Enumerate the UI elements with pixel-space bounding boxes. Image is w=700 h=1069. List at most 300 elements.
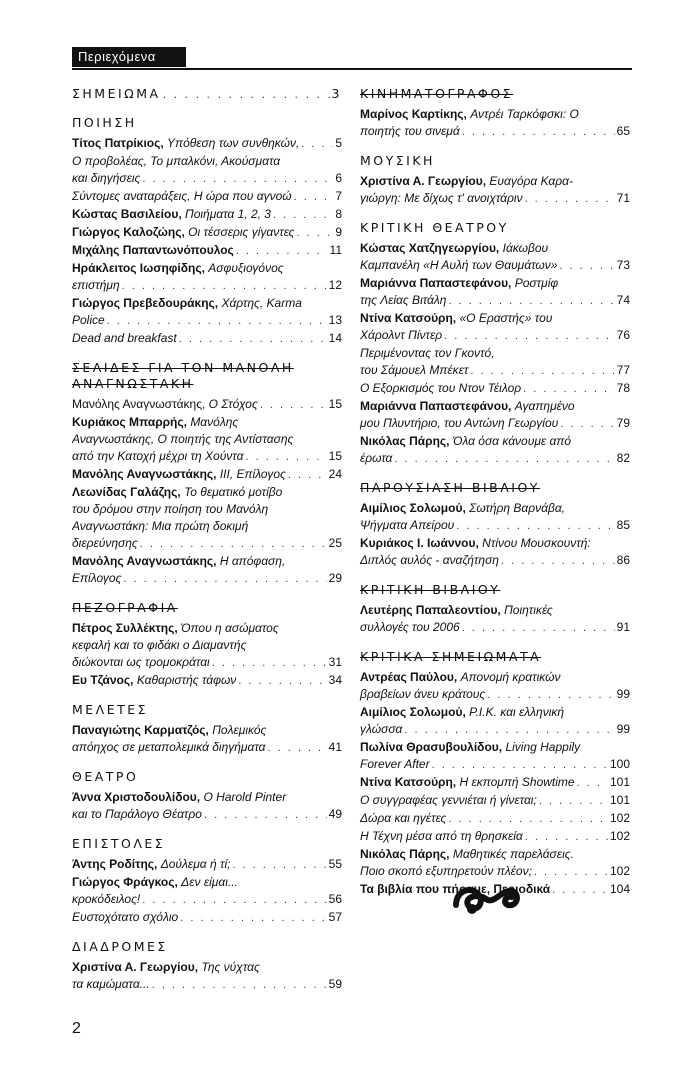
dot-leader [273, 207, 333, 224]
work-title: τα καμώματα... [72, 977, 150, 991]
author-name: Κώστας Βασιλείου, [72, 207, 182, 221]
dot-leader [163, 87, 330, 103]
work-title: Οι τέσσερις γίγαντες [188, 225, 295, 239]
work-title: Αναγνωστάκης, Ο ποιητής της Αντίστασης [72, 432, 294, 446]
dot-leader [559, 258, 614, 275]
toc-entry-text [360, 847, 574, 861]
toc-entry-text [72, 856, 230, 873]
page-number: 2 [72, 1020, 81, 1037]
toc-entry-text [360, 450, 392, 467]
author-name: Μανόλης Αναγνωστάκης, [72, 397, 206, 411]
toc-entry [72, 170, 342, 188]
page-ref: 5 [335, 136, 342, 150]
dot-leader [404, 722, 614, 739]
work-title: Η απόφαση, [219, 554, 286, 568]
toc-entry-text [360, 327, 442, 344]
work-title: βραβείων άνευ κράτους [360, 687, 486, 701]
contents-column-left [72, 86, 342, 994]
toc-entry-text [360, 346, 495, 360]
toc-entry [72, 722, 342, 739]
toc-entry-text [72, 909, 178, 926]
dot-leader [142, 892, 326, 909]
work-title: Χάρτης, Karma [221, 296, 302, 310]
toc-entry-text [72, 672, 236, 689]
work-title: Αναγνωστάκη: Μια πρώτη δοκιμή [72, 519, 249, 533]
author-name: Χριστίνα Α. Γεωργίου, [72, 960, 199, 974]
section-heading-text: ΣΗΜΕΙΩΜΑ [72, 86, 161, 101]
toc-entry [360, 106, 630, 123]
work-title: Ασφυξιογόνος [208, 261, 284, 275]
toc-entry-text [72, 535, 138, 552]
toc-entry [360, 792, 630, 810]
toc-entry-text [72, 875, 238, 889]
toc-entry-text [360, 380, 521, 397]
work-title: Ντίνου Μουσκουντή: [482, 536, 591, 550]
page-ref: 85 [616, 518, 630, 532]
toc-entry [360, 380, 630, 398]
toc-entry-text [72, 188, 292, 205]
toc-entry-text [72, 638, 246, 652]
toc-entry [360, 310, 630, 327]
page-ref: 13 [328, 313, 342, 327]
work-title: III, Επίλογος [219, 467, 286, 481]
toc-entry-text [360, 174, 573, 188]
author-name: Πέτρος Συλλέκτης, [72, 621, 178, 635]
work-title: του Σάμουελ Μπέκετ [360, 363, 469, 377]
toc-entry-text [360, 619, 460, 636]
section-heading: ΣΕΛΙΔΕΣ ΓΙΑ ΤΟΝ ΜΑΝΟΛΗ ΑΝΑΓΝΩΣΤΑΚΗ [72, 360, 294, 391]
toc-entry-text [360, 257, 557, 274]
toc-entry-text [360, 705, 564, 719]
dot-leader [456, 518, 614, 535]
toc-entry-text [72, 224, 295, 241]
work-title: Police [72, 313, 105, 327]
toc-entry [360, 327, 630, 345]
page-ref: 7 [335, 189, 342, 203]
dot-leader [107, 313, 327, 330]
work-title: διώκονται ως τρομοκράται [72, 655, 210, 669]
page-ref: 91 [616, 620, 630, 634]
toc-entry-text [360, 276, 558, 290]
toc-entry-text [360, 123, 460, 140]
toc-entry [72, 188, 342, 206]
toc-entry [360, 450, 630, 468]
page-ref: 73 [616, 258, 630, 272]
toc-entry [72, 806, 342, 824]
dot-leader [297, 225, 334, 242]
dot-leader [462, 124, 615, 141]
page-ref: 15 [328, 397, 342, 411]
contents-column-right [360, 86, 630, 899]
toc-entry [72, 260, 342, 277]
page-ref: 99 [616, 722, 630, 736]
work-title: Πολεμικός [212, 723, 267, 737]
page-ref: 71 [616, 191, 630, 205]
section-heading: ΔΙΑΔΡΟΜΕΣ [72, 939, 168, 954]
toc-entry [360, 415, 630, 433]
toc-entry [360, 345, 630, 362]
dot-leader [448, 293, 614, 310]
toc-entry-text [360, 362, 468, 379]
toc-entry-text [72, 415, 238, 429]
toc-entry [360, 810, 630, 828]
dot-leader [122, 278, 327, 295]
page-ref: 104 [609, 882, 630, 896]
author-name: Παναγιώτης Καρματζός, [72, 723, 209, 737]
section-heading: ΜΟΥΣΙΚΗ [360, 153, 435, 168]
page-ref: 49 [328, 807, 342, 821]
page-ref: 100 [609, 757, 630, 771]
page-ref: 101 [609, 775, 630, 789]
work-title: της Λείας Βιτάλη [360, 293, 447, 307]
page-ref: 102 [609, 829, 630, 843]
toc-entry [360, 721, 630, 739]
author-name: Ηράκλειτος Ιωσηφίδης, [72, 261, 205, 275]
toc-entry [72, 654, 342, 672]
section-heading [72, 86, 342, 103]
page-ref: 24 [328, 467, 342, 481]
page-ref: 3 [331, 86, 342, 101]
dot-leader [294, 189, 334, 206]
toc-entry [72, 330, 342, 348]
toc-entry [360, 398, 630, 415]
dot-leader [268, 740, 327, 757]
toc-entry [72, 535, 342, 553]
toc-entry [360, 433, 630, 450]
toc-entry-text [72, 621, 279, 635]
work-title: απόηχος σε μεταπολεμικά διηγήματα [72, 740, 266, 754]
author-name: Ευ Τζάνος, [72, 673, 134, 687]
toc-entry-text [360, 399, 575, 413]
work-title: Περιμένοντας τον Γκοντό, [360, 346, 495, 360]
page-ref: 102 [609, 811, 630, 825]
work-title: διερεύνησης [72, 536, 138, 550]
author-name: Νικόλας Πάρης, [360, 847, 450, 861]
toc-entry-text [72, 277, 120, 294]
toc-entry-text [360, 603, 553, 617]
work-title: Όπου η ασώματος [181, 621, 279, 635]
toc-entry-text [72, 330, 177, 347]
toc-entry [72, 295, 342, 312]
toc-entry [360, 669, 630, 686]
toc-entry [72, 672, 342, 690]
dot-leader [501, 553, 615, 570]
toc-entry-text [72, 960, 260, 974]
work-title: Ιάκωβου [502, 241, 549, 255]
toc-entry [72, 789, 342, 806]
toc-entry-text [72, 466, 286, 483]
toc-entry-text [360, 792, 537, 809]
author-name: Νικόλας Πάρης, [360, 434, 450, 448]
dot-leader [444, 328, 615, 345]
toc-entry [72, 153, 342, 170]
page-ref: 101 [609, 793, 630, 807]
toc-entry-text [72, 485, 282, 499]
work-title: Της νύχτας [201, 960, 260, 974]
work-title: Ψήγματα Απείρου [360, 518, 455, 532]
dot-leader [448, 811, 608, 828]
page-ref: 31 [328, 655, 342, 669]
page-ref: 55 [328, 857, 342, 871]
work-title: Ευαγόρα Καρα- [489, 174, 573, 188]
author-name: Γιώργος Φράγκος, [72, 875, 178, 889]
toc-entry [72, 518, 342, 535]
page-ref: 86 [616, 553, 630, 567]
dot-leader [288, 467, 327, 484]
work-title: Δώρα και ηγέτες [360, 811, 447, 825]
toc-entry-text [360, 415, 558, 432]
page-ref: 57 [328, 910, 342, 924]
toc-entry [360, 704, 630, 721]
page-ref: 6 [335, 171, 342, 185]
work-title: Δεν είμαι... [181, 875, 238, 889]
work-title: μου Πλυντήριο, του Αντώνη Γεωργίου [360, 416, 559, 430]
author-name: Αιμίλιος Σολωμού, [360, 501, 466, 515]
page-ref: 11 [329, 243, 342, 257]
toc-entry [360, 275, 630, 292]
toc-entry [72, 448, 342, 466]
dot-leader [577, 775, 608, 792]
work-title: έρωτα [360, 451, 393, 465]
work-title: Μαθητικές παρελάσεις. [452, 847, 574, 861]
toc-entry [360, 602, 630, 619]
author-name: Μαρίνος Καρτίκης, [360, 107, 467, 121]
work-title: επιστήμη [72, 278, 120, 292]
section-heading: ΠΟΙΗΣΗ [72, 115, 137, 130]
toc-entry-text [72, 723, 266, 737]
toc-entry-text [72, 976, 150, 993]
dot-leader [238, 673, 326, 690]
work-title: Ο συγγραφέας γεννιέται ή γίνεται; [360, 793, 537, 807]
author-name: Κυριάκος Μπαρρής, [72, 415, 187, 429]
author-name: Μανόλης Αναγνωστάκης, [72, 467, 217, 481]
dot-leader [232, 857, 326, 874]
toc-entry [360, 774, 630, 792]
decorative-flourish-icon [450, 875, 522, 919]
page-ref: 76 [616, 328, 630, 342]
toc-entry-text [360, 552, 499, 569]
toc-entry [360, 190, 630, 208]
author-name: Χριστίνα Α. Γεωργίου, [360, 174, 487, 188]
page-ref: 59 [328, 977, 342, 991]
toc-entry-text [360, 670, 560, 684]
toc-entry-text [72, 312, 105, 329]
section-heading: ΠΑΡΟΥΣΙΑΣΗ ΒΙΒΛΙΟΥ [360, 480, 540, 495]
toc-entry [72, 959, 342, 976]
dot-leader [212, 655, 327, 672]
author-name: Μανόλης Αναγνωστάκης, [72, 554, 217, 568]
toc-entry [360, 500, 630, 517]
work-title: Υπόθεση των συνθηκών, [167, 136, 300, 150]
work-title: Ο Εξορκισμός του Ντον Τέιλορ [360, 381, 522, 395]
toc-entry [72, 570, 342, 588]
toc-entry [360, 828, 630, 846]
dot-leader [142, 171, 333, 188]
dot-leader [525, 191, 615, 208]
dot-leader [260, 397, 327, 414]
work-title: Η Τέχνη μέσα από τη θρησκεία [360, 829, 523, 843]
toc-entry-text [360, 292, 446, 309]
toc-entry-text [72, 519, 248, 533]
toc-entry-text [72, 654, 210, 671]
author-name: Τα βιβλία που πήραμε, Περιοδικά [360, 882, 551, 896]
work-title: Forever After [360, 757, 430, 771]
toc-entry-text [72, 790, 286, 804]
toc-entry-text [72, 261, 284, 275]
toc-entry-text [72, 154, 280, 168]
page-ref: 99 [616, 687, 630, 701]
work-title: Αντρέι Ταρκόφσκι: Ο [470, 107, 579, 121]
page-ref: 34 [328, 673, 342, 687]
dot-leader [180, 910, 326, 927]
work-title: Living Happily [505, 740, 581, 754]
toc-entry [360, 739, 630, 756]
toc-entry-text [360, 536, 591, 550]
work-title: συλλογές του 2006 [360, 620, 460, 634]
page-ref: 29 [328, 571, 342, 585]
work-title: Ο προβολέας, Το μπαλκόνι, Ακούσματα [72, 154, 281, 168]
work-title: Αγαπημένο [514, 399, 575, 413]
toc-entry-text [360, 774, 575, 791]
toc-entry [72, 856, 342, 874]
work-title: του δρόμου στην ποίηση του Μανόλη [72, 502, 269, 516]
toc-entry-text [360, 740, 580, 754]
work-title: Δούλεμα ή τί; [160, 857, 231, 871]
work-title: Η εκπομπή Showtime [459, 775, 575, 789]
author-name: Αντρέας Παύλου, [360, 670, 458, 684]
dot-leader [534, 864, 608, 881]
page-ref: 74 [616, 293, 630, 307]
author-name: Λεωνίδας Γαλάζης, [72, 485, 181, 499]
work-title: κεφαλή και το φιδάκι ο Διαμαντής [72, 638, 247, 652]
toc-entry [72, 620, 342, 637]
work-title: Dead and breakfast [72, 331, 177, 345]
toc-entry-text [72, 296, 302, 310]
toc-entry [72, 396, 342, 414]
toc-entry [360, 123, 630, 141]
dot-leader [123, 571, 326, 588]
work-title: ποιητής του σινεμά [360, 124, 460, 138]
toc-entry [72, 277, 342, 295]
toc-entry [360, 292, 630, 310]
author-name: Μαριάννα Παπαστεφάνου, [360, 276, 512, 290]
author-name: Άντης Ροδίτης, [72, 857, 158, 871]
work-title: Απονομή κρατικών [460, 670, 561, 684]
toc-entry [72, 431, 342, 448]
toc-entry [72, 466, 342, 484]
toc-entry-text [72, 891, 140, 908]
section-heading: ΚΡΙΤΙΚΗ ΘΕΑΤΡΟΥ [360, 220, 509, 235]
author-name: Κώστας Χατζηγεωργίου, [360, 241, 500, 255]
dot-leader [140, 536, 327, 553]
page-ref: 82 [616, 451, 630, 465]
toc-entry-text [360, 721, 402, 738]
work-title: Ευστοχότατο σχόλιο [72, 910, 179, 924]
dot-leader [560, 416, 614, 433]
work-title: από την Κατοχή μέχρι τη Χούντα [72, 449, 244, 463]
page-ref: 79 [616, 416, 630, 430]
dot-leader [552, 882, 608, 899]
section-heading: ΠΕΖΟΓΡΑΦΙΑ [72, 600, 178, 615]
toc-entry-text [72, 206, 271, 223]
work-title: Ο Στόχος [208, 397, 258, 411]
page-ref: 8 [335, 207, 342, 221]
page-ref: 25 [328, 536, 342, 550]
toc-entry [72, 484, 342, 501]
work-title: Διπλός αυλός - αναζήτηση [360, 553, 499, 567]
work-title: Καθαριστής τάφων [136, 673, 237, 687]
toc-entry-text [72, 570, 121, 587]
toc-entry-text [360, 241, 548, 255]
dot-leader [179, 331, 327, 348]
author-name: Πωλίνα Θρασυβουλίδου, [360, 740, 503, 754]
toc-entry [72, 414, 342, 431]
work-title: Ο Harold Pinter [203, 790, 287, 804]
page-ref: 65 [616, 124, 630, 138]
toc-entry [360, 173, 630, 190]
toc-entry-text [360, 810, 446, 827]
toc-entry [72, 891, 342, 909]
work-title: και διηγήσεις [72, 171, 141, 185]
toc-entry-text [72, 135, 299, 152]
toc-entry-text [72, 806, 202, 823]
toc-entry [360, 517, 630, 535]
work-title: Ρ.Ι.Κ. και ελληνική [469, 705, 565, 719]
dot-leader [236, 243, 328, 260]
work-title: Το θεματικό μοτίβο [184, 485, 283, 499]
author-name: Τίτος Πατρίκιος, [72, 136, 164, 150]
page-ref: 41 [328, 740, 342, 754]
work-title: Χάρολντ Πίντερ [360, 328, 443, 342]
section-heading: ΕΠΙΣΤΟΛΕΣ [72, 836, 166, 851]
dot-leader [245, 449, 326, 466]
section-heading: ΘΕΑΤΡΟ [72, 769, 139, 784]
author-name: Κυριάκος Ι. Ιωάννου, [360, 536, 479, 550]
toc-entry-text [72, 242, 234, 259]
page-ref: 14 [328, 331, 342, 345]
toc-entry [72, 206, 342, 224]
toc-entry-text [72, 432, 293, 446]
dot-leader [432, 757, 608, 774]
author-name: Γιώργος Καλοζώης, [72, 225, 185, 239]
page-ref: 78 [616, 381, 630, 395]
toc-entry-text [360, 756, 430, 773]
work-title: κροκόδειλος! [72, 892, 141, 906]
author-name: Μαριάννα Παπαστεφάνου, [360, 399, 512, 413]
page-ref: 9 [335, 225, 342, 239]
toc-entry [72, 501, 342, 518]
work-title: Όλα όσα κάνουμε από [452, 434, 572, 448]
toc-entry [72, 637, 342, 654]
toc-entry [360, 846, 630, 863]
work-title: Ποιο σκοπό εξυπηρετούν πλέον; [360, 864, 532, 878]
toc-entry-text [360, 190, 523, 207]
dot-leader [394, 451, 614, 468]
page-ref: 77 [616, 363, 630, 377]
page-ref: 102 [609, 864, 630, 878]
work-title: Ποιήματα 1, 2, 3 [185, 207, 271, 221]
toc-entry [72, 976, 342, 994]
work-title: Μανόλης [190, 415, 239, 429]
author-name: Γιώργος Πρεβεδουράκης, [72, 296, 219, 310]
page-ref: 56 [328, 892, 342, 906]
author-name: Λευτέρης Παπαλεοντίου, [360, 603, 501, 617]
author-name: Ντίνα Κατσούρη, [360, 311, 457, 325]
toc-entry [72, 553, 342, 570]
dot-leader [523, 381, 615, 398]
toc-entry-text [360, 517, 454, 534]
toc-entry [360, 552, 630, 570]
